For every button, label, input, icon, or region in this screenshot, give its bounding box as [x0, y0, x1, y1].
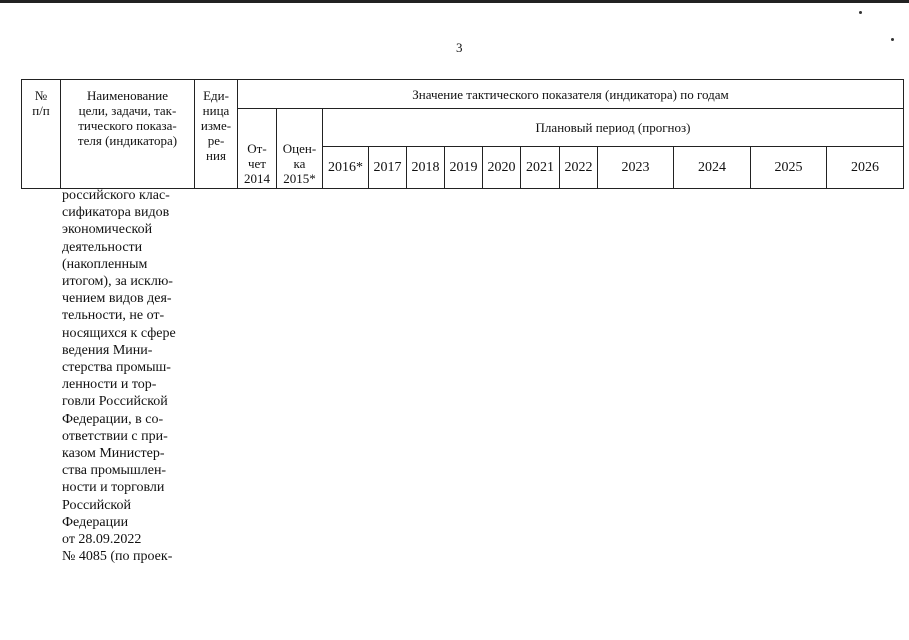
year-header: 2018	[407, 147, 445, 189]
year-header: 2025	[751, 147, 827, 189]
year-header: 2026	[827, 147, 904, 189]
col-name-header: Наименование цели, задачи, так- тического показа- теля (индикатора)	[61, 80, 195, 189]
year-header: 2021	[521, 147, 560, 189]
top-border-line	[0, 0, 909, 3]
scan-speck	[891, 38, 894, 41]
year-header: 2016*	[323, 147, 369, 189]
page-number: 3	[456, 40, 463, 55]
year-header: 2019	[445, 147, 483, 189]
values-by-year-header: Значение тактического показателя (индикатора) по годам	[238, 80, 904, 109]
report-2014-header: От- чет 2014	[238, 109, 277, 189]
plan-period-header: Плановый период (прогноз)	[323, 109, 904, 147]
col-number-header: № п/п	[22, 80, 61, 189]
scan-speck	[859, 11, 862, 14]
indicator-table-header	[21, 79, 904, 189]
year-header: 2020	[483, 147, 521, 189]
indicator-description-text: российского клас- сификатора видов экономической деятельности (накопленным итогом), за исклю- чением видов дея- тельности, не от- носящихся к сфере ведения Мини- стерства промыш- ленности и тор- говли Российской Федерации, в со- ответствии с при- казом Министер- ства промышлен- ности и торговли Российской Федерации от 28.09.2022 № 4085 (по проек-	[62, 188, 176, 565]
year-header: 2024	[674, 147, 751, 189]
year-header: 2017	[369, 147, 407, 189]
estimate-2015-header: Оцен- ка 2015*	[277, 109, 323, 189]
year-header: 2022	[560, 147, 598, 189]
year-header: 2023	[598, 147, 674, 189]
col-unit-header: Еди- ница изме- ре- ния	[195, 80, 238, 189]
